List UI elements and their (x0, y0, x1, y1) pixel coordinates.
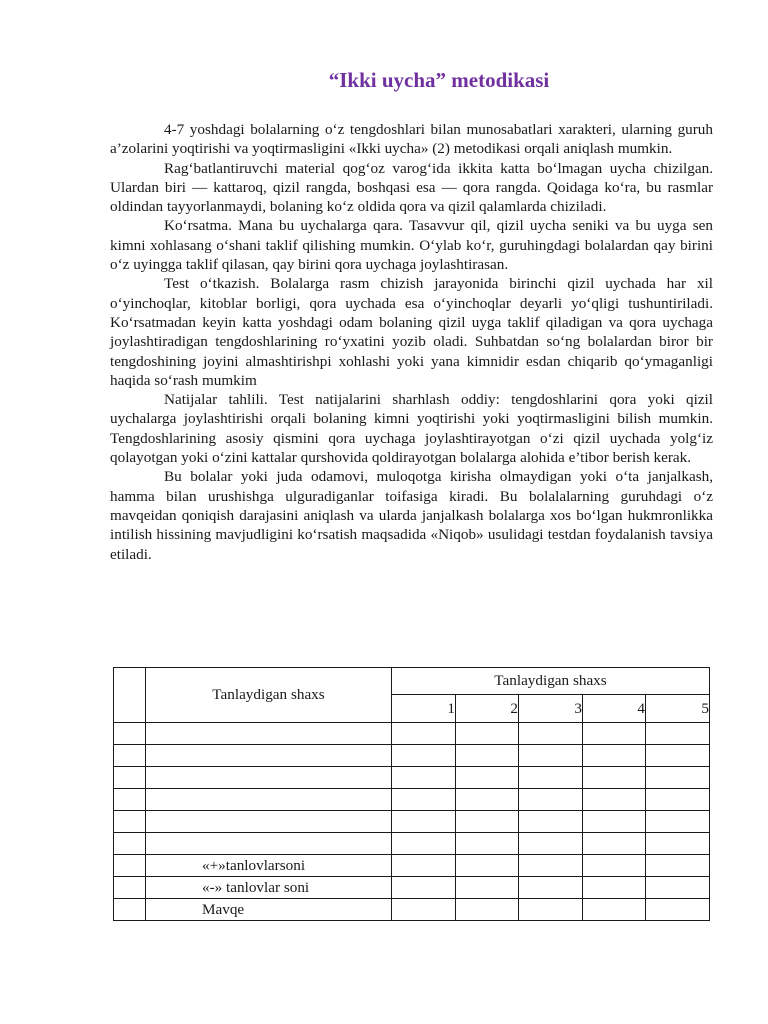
table-row (114, 811, 710, 833)
table-cell (114, 745, 146, 767)
table-row (114, 745, 710, 767)
table-cell (456, 789, 519, 811)
table-cell (114, 767, 146, 789)
table-cell (456, 745, 519, 767)
table-row-minus-choices (114, 877, 710, 899)
table-cell (646, 745, 710, 767)
table-cell (392, 723, 456, 745)
table-cell (583, 723, 646, 745)
table-cell (519, 855, 583, 877)
table-cell (583, 811, 646, 833)
paragraph-instruction: Ko‘rsatma. Mana bu uychalarga qara. Tasavvur qil, qizil uycha seniki va bu uyga sen kimni xohlasang o‘shani taklif qilishing mumkin. O‘ylab ko‘r, guruhingdagi bolalardan qay birini o‘z uyingga taklif qilasan, qay birini qora uychaga joylashtirasan. (110, 217, 713, 274)
table-cell (519, 767, 583, 789)
table-cell (519, 745, 583, 767)
table-cell (456, 855, 519, 877)
table-cell (392, 899, 456, 921)
column-number: 4 (583, 695, 646, 723)
table-row (114, 723, 710, 745)
table-cell (146, 811, 392, 833)
table-cell (456, 899, 519, 921)
summary-label-minus-choices: «-» tanlovlar soni (146, 877, 392, 899)
table-cell (114, 811, 146, 833)
table-row-status (114, 899, 710, 921)
column-number: 5 (646, 695, 710, 723)
table-cell (146, 745, 392, 767)
table-cell (646, 855, 710, 877)
table-cell (646, 833, 710, 855)
table-cell (646, 877, 710, 899)
table-cell (456, 833, 519, 855)
table-cell (456, 811, 519, 833)
column-number: 3 (519, 695, 583, 723)
paragraph-material: Rag‘batlantiruvchi material qog‘oz varog‘ida ikkita katta bo‘lmagan uycha chizilgan. Ulardan biri — kattaroq, qizil rangda, boshqasi esa — qora rangda. Qoidaga ko‘ra, bu rasmlar oldindan tayyorlanmaydi, bolaning ko‘z oldida qora va qizil qalamlarda chiziladi. (110, 159, 713, 216)
column-number: 2 (456, 695, 519, 723)
table-cell (392, 877, 456, 899)
summary-label-plus-choices: «+»tanlovlarsoni (146, 855, 392, 877)
table-cell (583, 899, 646, 921)
table-cell (583, 877, 646, 899)
table-cell (646, 789, 710, 811)
table-cell (114, 899, 146, 921)
table-cell (646, 811, 710, 833)
table-cell (519, 789, 583, 811)
table-cell (392, 855, 456, 877)
table-cell (456, 723, 519, 745)
document-body (110, 120, 713, 564)
table-cell (114, 855, 146, 877)
table-cell (392, 789, 456, 811)
table-cell (646, 767, 710, 789)
table-cell (114, 723, 146, 745)
paragraph-conclusion: Bu bolalar yoki juda odamovi, muloqotga kirisha olmaydigan yoki o‘ta janjalkash, hamma bilan urushishga ulguradiganlar toifasiga kiradi. Bu bolalalarning guruhdagi o‘z mavqeidan qoniqish darajasini aniqlash va ularda janjalkash bolalarga xos bo‘lgan hukmronlikka intilish hissining mavjudligini ko‘rsatish maqsadida «Niqob» usulidagi testdan foydalanish tavsiya etiladi. (110, 468, 713, 563)
table-cell (646, 899, 710, 921)
paragraph-intro: 4-7 yoshdagi bolalarning o‘z tengdoshlari bilan munosabatlari xarakteri, ularning guruh a’zolarini yoqtirishi va yoqtirmasligini «Ikki uycha» (2) metodikasi orqali aniqlash mumkin. (110, 121, 713, 158)
table-header-row (114, 668, 710, 695)
table-row (114, 833, 710, 855)
page-title: “Ikki uycha” metodikasi (328, 68, 550, 92)
table-row (114, 789, 710, 811)
summary-label-status: Mavqe (146, 899, 392, 921)
table-cell (392, 833, 456, 855)
table-cell (114, 877, 146, 899)
results-table (113, 667, 710, 921)
table-cell (146, 789, 392, 811)
table-cell (519, 899, 583, 921)
table-cell (646, 723, 710, 745)
table-cell (519, 833, 583, 855)
column-group-header-chosen: Tanlaydigan shaxs (392, 668, 710, 695)
table-cell (114, 668, 146, 723)
table-cell (392, 811, 456, 833)
table-cell (114, 833, 146, 855)
table-cell (456, 767, 519, 789)
table-cell (146, 833, 392, 855)
table-row (114, 767, 710, 789)
paragraph-results-analysis: Natijalar tahlili. Test natijalarini sharhlash oddiy: tengdoshlarini qora yoki qizil uychalarga joylashtirishi orqali bolaning kimni yoqtirishi yoki yoqtirmasligini bilish mumkin. Tengdoshlarining asosiy qismini qora uychaga joylashtirayotgan o‘zi qizil uychada yolg‘iz qolayotgan yoki o‘zini kattalar qurshovida qoldirayotgan bolalarga alohida e’tibor berish kerak. (110, 391, 713, 467)
table-cell (583, 855, 646, 877)
table-row-plus-choices (114, 855, 710, 877)
table-cell (519, 723, 583, 745)
table-cell (146, 723, 392, 745)
table-cell (146, 767, 392, 789)
table-cell (456, 877, 519, 899)
table-cell (583, 745, 646, 767)
table-cell (519, 877, 583, 899)
table-cell (583, 789, 646, 811)
table-cell (114, 789, 146, 811)
row-header-chooser: Tanlaydigan shaxs (146, 668, 392, 723)
table-cell (392, 745, 456, 767)
column-number: 1 (392, 695, 456, 723)
paragraph-test-procedure: Test o‘tkazish. Bolalarga rasm chizish jarayonida birinchi qizil uychada har xil o‘yinchoqlar, kitoblar borligi, qora uychada esa o‘yinchoqlar deyarli yo‘qligi tushuntiriladi. Ko‘rsatmadan keyin katta yoshdagi odam bolaning qizil uyga taklif qiladigan va qora uychaga joylashtiradigan tengdoshlarining ro‘yxatini yozib oladi. Suhbatdan so‘ng bolalardan biror bir tengdoshining joyini almashtirishpi xohlashi yoki yana kimnidir esdan chiqarib qo‘ymaganligi haqida so‘rash mumkim (110, 275, 713, 389)
table-cell (583, 767, 646, 789)
table-cell (583, 833, 646, 855)
table-cell (392, 767, 456, 789)
table-cell (519, 811, 583, 833)
